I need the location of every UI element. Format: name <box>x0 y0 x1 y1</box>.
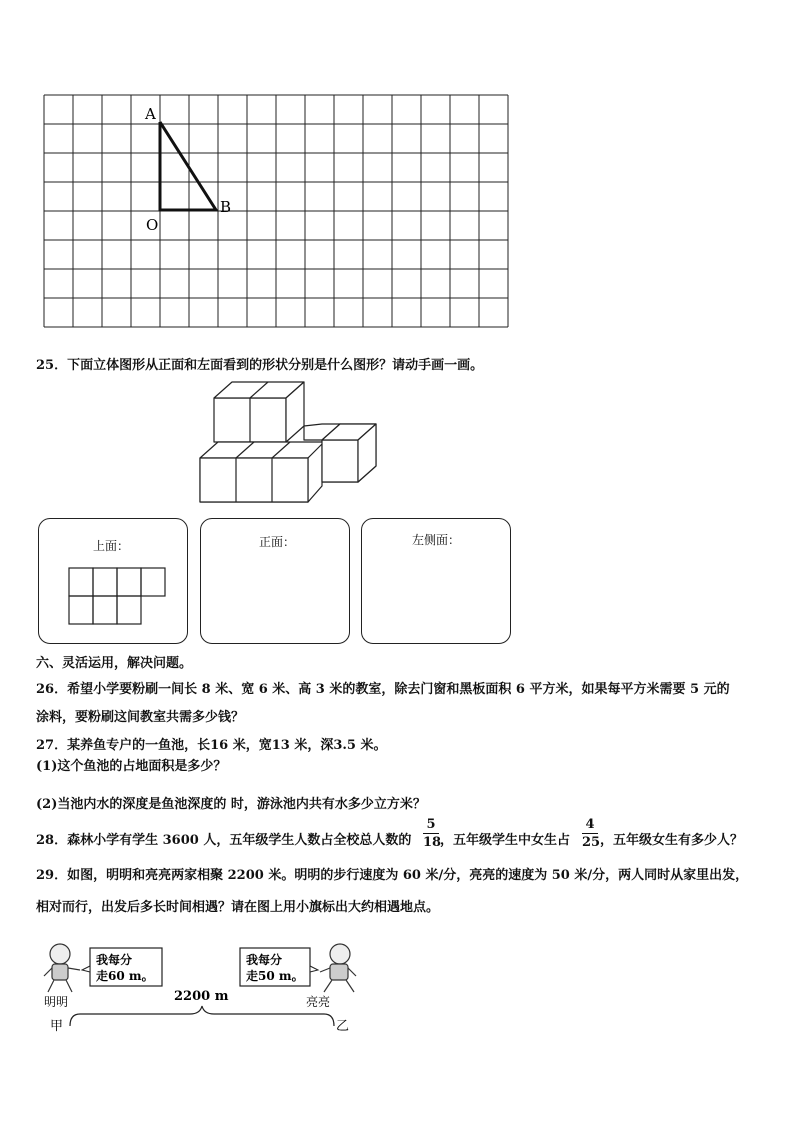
front-view-caption: 正面： <box>259 535 296 549</box>
question-27-line1: 27．某养鱼专户的一鱼池，长16 米，宽13 米，深3.5 米。 <box>36 738 387 753</box>
question-28-part2: ，五年级学生中女生占 <box>440 833 571 848</box>
question-26-line1: 26．希望小学要粉刷一间长 8 米、宽 6 米、高 3 米的教室，除去门窗和黑板面积 6 平方米，如果每平方米需要 5 元的 <box>36 682 730 697</box>
point-jia-label: 甲 <box>50 1019 64 1034</box>
right-bubble-line2: 走50 m。 <box>246 969 304 983</box>
mingming-figure <box>44 944 80 992</box>
distance-label: 2200 m <box>174 989 229 1004</box>
fraction-denominator: 18 <box>423 835 442 850</box>
top-view-drawing <box>68 567 168 627</box>
top-view-caption: 上面： <box>93 539 130 553</box>
question-28-part1: 28．森林小学有学生 3600 人，五年级学生人数占全校总人数的 <box>36 833 412 848</box>
point-a-label: A <box>145 105 156 123</box>
fraction-5-18 <box>423 817 442 850</box>
walking-distance-figure <box>40 940 370 1036</box>
liangliang-figure <box>320 944 356 992</box>
cube-structure <box>196 378 378 504</box>
point-b-label: B <box>220 198 232 216</box>
left-view-caption: 左侧面： <box>412 533 461 547</box>
distance-brace <box>70 1006 334 1026</box>
right-bubble-line1: 我每分 <box>246 953 283 967</box>
fraction-4-25 <box>582 817 601 850</box>
liangliang-name: 亮亮 <box>306 995 331 1009</box>
left-bubble-line1: 我每分 <box>96 953 133 967</box>
left-bubble-line2: 走60 m。 <box>96 969 154 983</box>
left-view-box <box>361 518 511 644</box>
question-27-part1: (1)这个鱼池的占地面积是多少？ <box>36 759 227 774</box>
question-29-line2: 相对而行，出发后多长时间相遇？请在图上用小旗标出大约相遇地点。 <box>36 900 440 915</box>
point-o-label: O <box>146 216 159 234</box>
top-view-box <box>38 518 188 644</box>
grid-figure <box>40 92 512 332</box>
mingming-name: 明明 <box>44 995 69 1009</box>
question-29-line1: 29．如图，明明和亮亮两家相聚 2200 米。明明的步行速度为 60 米/分，亮亮的速度为 50 米/分，两人同时从家里出发， <box>36 868 749 883</box>
question-26-line2: 涂料，要粉刷这间教室共需多少钱？ <box>36 710 245 725</box>
fraction-numerator: 4 <box>585 817 595 832</box>
section-6-heading: 六、灵活运用，解决问题。 <box>36 656 193 671</box>
question-27-part2: (2)当池内水的深度是鱼池深度的 时，游泳池内共有水多少立方米？ <box>36 797 426 812</box>
front-view-box <box>200 518 350 644</box>
question-25: 25．下面立体图形从正面和左面看到的形状分别是什么图形？请动手画一画。 <box>36 358 484 373</box>
fraction-denominator: 25 <box>582 835 601 850</box>
question-28-part3: ，五年级女生有多少人？ <box>600 833 744 848</box>
triangle-aob <box>160 122 216 210</box>
point-yi-label: 乙 <box>336 1019 350 1034</box>
fraction-numerator: 5 <box>426 817 436 832</box>
